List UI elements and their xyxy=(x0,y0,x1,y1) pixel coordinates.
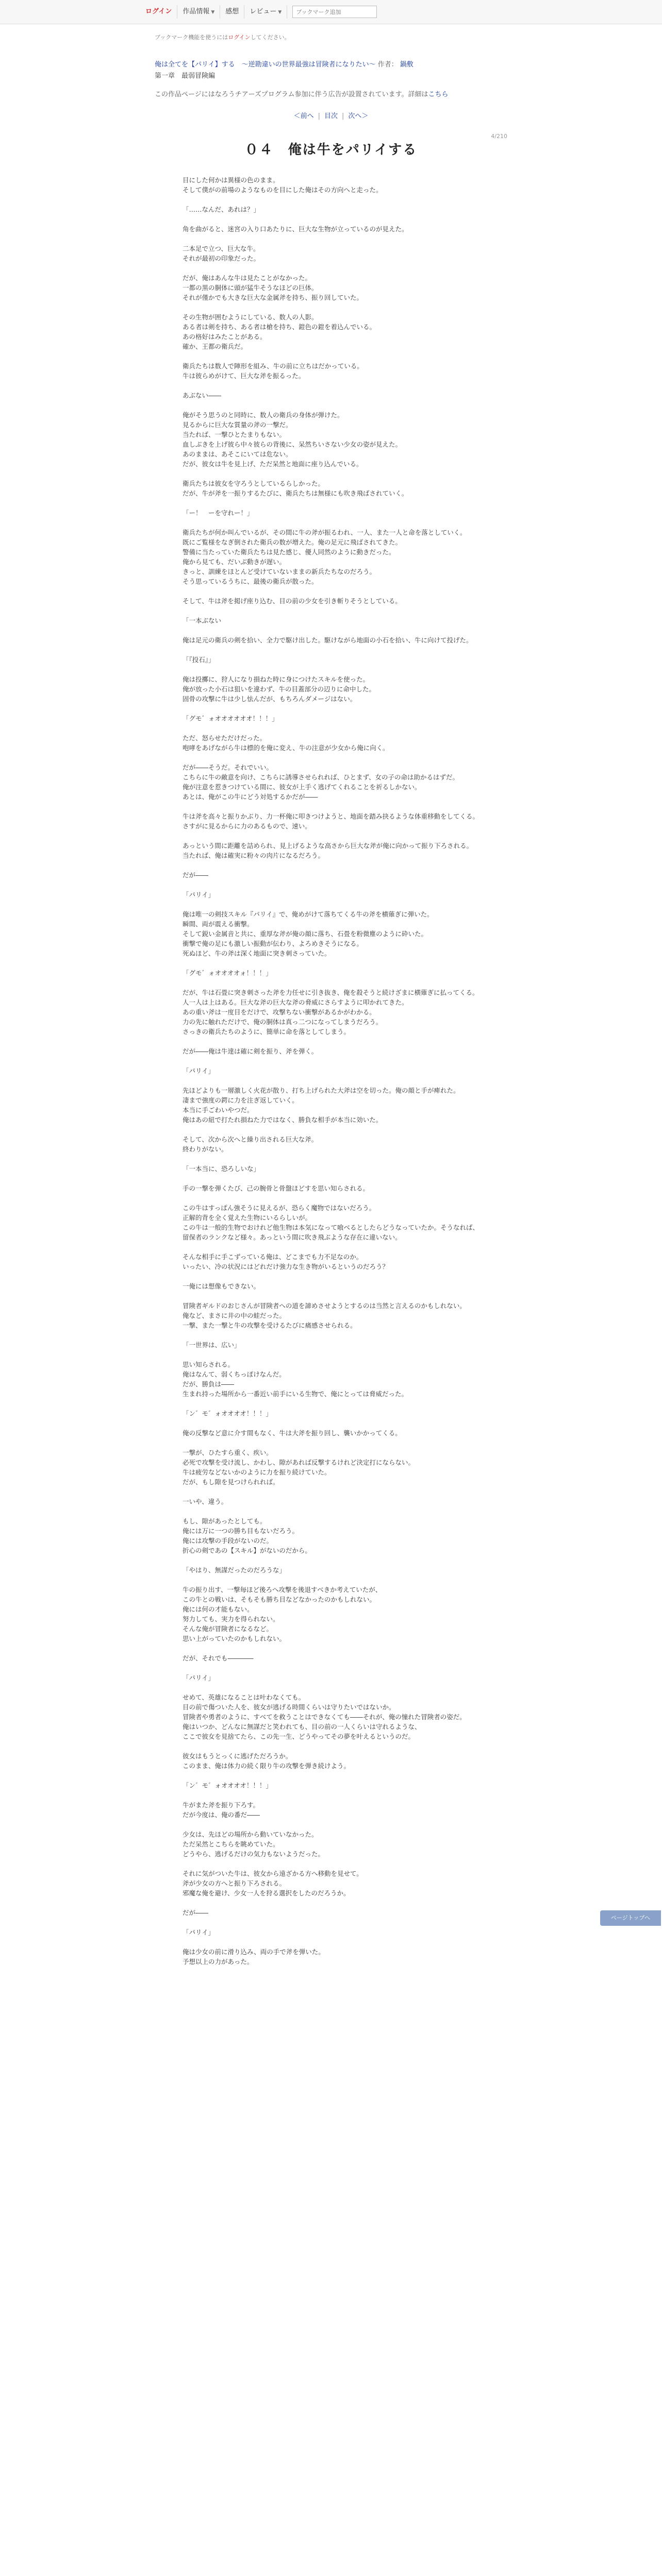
bookmark-note-suffix: してください。 xyxy=(250,34,290,41)
novel-paragraph xyxy=(183,1918,492,1927)
program-notice-text: この作品ページにはなろうチアーズプログラム参加に伴う広告が設置されています。詳細は xyxy=(155,91,428,98)
novel-paragraph: どうやら、逃げるだけの気力もないようだった。 xyxy=(183,1850,325,1858)
novel-paragraph: 当たれば、一撃ひとたまりもない。 xyxy=(183,431,286,438)
novel-paragraph: 「グモ゛ォオオオオオオ！！！」 xyxy=(183,715,278,722)
novel-paragraph: それが最初の印象だった。 xyxy=(183,255,260,262)
novel-paragraph: 牛の振り出す、一撃毎ほど後ろへ攻撃を後退すべきか考えていたが、 xyxy=(183,1586,382,1594)
novel-paragraph: そんな俺が冒険者になるなど。 xyxy=(183,1625,273,1633)
next-episode-link[interactable]: 次へ＞ xyxy=(348,112,369,120)
novel-paragraph: この牛はすっぱん強そうに見えるが、恐らく魔物ではないだろう。 xyxy=(183,1204,376,1212)
login-link[interactable]: ログイン xyxy=(143,5,177,19)
bookmark-login-link[interactable]: ログイン xyxy=(228,34,251,41)
top-menu xyxy=(143,5,377,19)
novel-paragraph xyxy=(183,1193,492,1203)
novel-paragraph: 冒険者ギルドのおじさんが冒険者への道を諦めさせようとするのは当然と言えるのかもしれない。 xyxy=(183,1302,466,1310)
novel-paragraph: 一都の黒の胴体に頭が猛牛そうなほどの巨体。 xyxy=(183,284,318,292)
novel-paragraph: だが、牛が斧を一振りするたびに、衛兵たちは無様にも吹き飛ばされていく。 xyxy=(183,489,408,497)
novel-paragraph: 死ぬほど、牛の斧は深く地面に突き刺さっていた。 xyxy=(183,950,331,957)
novel-paragraph xyxy=(183,586,492,596)
novel-paragraph xyxy=(183,860,492,870)
novel-body xyxy=(183,175,492,1967)
novel-paragraph xyxy=(183,381,492,391)
novel-paragraph xyxy=(183,1438,492,1448)
novel-paragraph xyxy=(183,1330,492,1340)
novel-paragraph: ただ、怒らせただけだった。 xyxy=(183,734,267,742)
novel-paragraph: 咆哮をあげながら牛は標的を俺に変え、牛の注意が少女から俺に向く。 xyxy=(183,744,389,752)
works-info-link[interactable] xyxy=(177,5,220,19)
novel-paragraph: 一撃、また一撃と牛の攻撃を受けるたびに痛感させられる。 xyxy=(183,1321,357,1329)
novel-paragraph: 必死で攻撃を受け流し、かわし、隙があれば反撃するけれど決定打にならない。 xyxy=(183,1459,415,1466)
novel-paragraph: 予想以上の力があった。 xyxy=(183,1958,254,1965)
novel-paragraph: そして、牛は斧を掲げ座り込む、目の前の少女を引き斬りそうとしている。 xyxy=(183,597,402,605)
novel-paragraph: 一俺には想像もできない。 xyxy=(183,1282,260,1290)
novel-paragraph: だが――そうだ。それでいい。 xyxy=(183,764,273,771)
novel-paragraph xyxy=(183,1555,492,1565)
novel-paragraph: 冒険者や勇者のように、すべてを救うことはできなくても――それが、俺の憧れた冒険者の姿だ。 xyxy=(183,1713,466,1721)
program-notice xyxy=(155,89,510,98)
author-label: 作者： xyxy=(377,61,398,69)
novel-paragraph: 俺が注意を惹きつけている間に、彼女が上手く逃げてくれることを祈るしかない。 xyxy=(183,783,421,791)
series-title-link[interactable]: 俺は全てを【パリイ】する ～逆勘違いの世界最強は冒険者になりたい～ xyxy=(155,61,376,69)
novel-paragraph: だが―― xyxy=(183,1909,209,1917)
novel-paragraph: 先ほどよりも一層激しく火花が散り、打ち上げられた大斧は空を切った。俺の顔と手が痺れた。 xyxy=(183,1087,460,1094)
novel-paragraph xyxy=(183,498,492,508)
novel-paragraph: 「パリイ」 xyxy=(183,1067,215,1075)
novel-paragraph: 思い上がっていたのかもしれない。 xyxy=(183,1635,286,1642)
novel-paragraph: こちらに牛の敵意を向け、こちらに誘導させられれば、ひとまず、女の子の命は助かるはずだ。 xyxy=(183,773,459,781)
novel-paragraph: このまま、俺は体力の続く限り牛の攻撃を弾き続けよう。 xyxy=(183,1762,351,1770)
novel-paragraph: 「やはり、無謀だったのだろうな」 xyxy=(183,1566,286,1574)
novel-paragraph xyxy=(183,704,492,714)
novel-paragraph: 固骨の攻撃に牛は少し怯んだが、もちろんダメージはない。 xyxy=(183,695,357,703)
novel-paragraph: 思い知らされる。 xyxy=(183,1361,235,1368)
novel-paragraph: 力の先に触れただけで、俺の胴体は真っ二つになってしまうだろう。 xyxy=(183,1018,383,1026)
novel-paragraph xyxy=(183,1575,492,1585)
novel-paragraph: ここで彼女を見捨てたら、この先一生、どうやってその夢を叶えるというのだ。 xyxy=(183,1733,415,1740)
novel-paragraph: 衝撃で俺の足にも激しい振動が伝わり、よろめきそうになる。 xyxy=(183,940,363,947)
novel-paragraph: この牛は一般的生物でおけれど他生物は本気になって喰べるとしたらどうなっていたか。そうなれば、 xyxy=(183,1224,479,1231)
novel-paragraph xyxy=(183,1291,492,1301)
novel-paragraph xyxy=(183,831,492,841)
novel-paragraph: その生物が囲むようにしている、数人の人影。 xyxy=(183,313,318,321)
novel-paragraph xyxy=(183,214,492,224)
novel-paragraph: 「グモ゛ォオオオオォ！！！」 xyxy=(183,969,272,977)
novel-paragraph: 瞬間、両が震える衝撃。 xyxy=(183,920,254,928)
novel-paragraph: 「一本当に、恐ろしいな」 xyxy=(183,1165,260,1173)
program-notice-link[interactable]: こちら xyxy=(428,91,449,98)
novel-paragraph: 俺は少女の前に滑り込み、両の手で斧を弾いた。 xyxy=(183,1948,325,1956)
novel-paragraph: 努力しても、実力を得られない。 xyxy=(183,1615,279,1623)
pager-separator: | xyxy=(318,112,320,120)
novel-paragraph xyxy=(183,1418,492,1428)
novel-paragraph: 手の一撃を弾くたび、己の腕骨と骨盤ほどすを思い知らされる。 xyxy=(183,1184,370,1192)
novel-paragraph xyxy=(183,351,492,361)
novel-paragraph: 終わりがない。 xyxy=(183,1145,228,1153)
novel-paragraph: せめて、英雄になることは叶わなくても。 xyxy=(183,1693,305,1701)
novel-paragraph: それに気がついた牛は、彼女から遠ざかる方へ移動を見せて。 xyxy=(183,1870,363,1877)
novel-paragraph: 「ン゛モ゛ォオオオオ！！！」 xyxy=(183,1782,272,1789)
novel-paragraph xyxy=(183,1350,492,1360)
novel-paragraph: 「パリイ」 xyxy=(183,1928,215,1936)
novel-paragraph: 二本足で立つ、巨大な牛。 xyxy=(183,245,260,252)
novel-paragraph xyxy=(183,518,492,528)
novel-paragraph: 牛は斧を高々と振りかぶり、力一杯俺に叩きつけようと、地面を踏み抉るような体重移動をしてくる。 xyxy=(183,812,479,820)
novel-paragraph xyxy=(183,1937,492,1947)
novel-paragraph: もし、隙があったとしても。 xyxy=(183,1517,267,1525)
novel-paragraph xyxy=(183,1272,492,1281)
impressions-link[interactable]: 感想 xyxy=(220,5,244,19)
novel-paragraph: 「パリイ」 xyxy=(183,891,215,899)
novel-paragraph: あとは、俺がこの牛にどう対処するかだが―― xyxy=(183,793,318,801)
novel-paragraph xyxy=(183,625,492,635)
novel-paragraph xyxy=(183,1056,492,1066)
novel-paragraph: 俺の反撃など意に介す間もなく、牛は大斧を振り回し、襲いかかってくる。 xyxy=(183,1429,402,1437)
novel-paragraph: 「パリイ」 xyxy=(183,1674,215,1682)
episode-pager xyxy=(0,110,662,120)
novel-paragraph: だが、牛は石畳に突き刺さった斧を力任せに引き抜き、俺を殺そうと続けざまに横薙ぎに払ってくる。 xyxy=(183,989,479,996)
bookmark-note-prefix: ブックマーク機能を使うには xyxy=(155,34,228,41)
novel-paragraph: だが、もし隙を見つけられれば。 xyxy=(183,1478,279,1486)
novel-paragraph: 一いや、違う。 xyxy=(183,1498,228,1505)
novel-paragraph: 一撃が、ひたすら重く、疾い。 xyxy=(183,1449,273,1456)
novel-paragraph xyxy=(183,665,492,674)
novel-paragraph: この牛との戦いは、そもそも勝ち目などなかったのかもしれない。 xyxy=(183,1596,376,1603)
novel-paragraph: 牛がまた斧を振り下ろす。 xyxy=(183,1801,260,1809)
reviews-link[interactable] xyxy=(244,5,287,19)
novel-paragraph: 本当に手ごわいやつだ。 xyxy=(183,1106,254,1114)
novel-paragraph: 「……なんだ、あれは？」 xyxy=(183,206,260,213)
novel-paragraph: 俺は唯一の剣技スキル『パリイ』で、俺めがけて落ちてくる牛の斧を横薙ぎに弾いた。 xyxy=(183,910,434,918)
novel-paragraph: 見るからに巨大な質量の斧の一撃だ。 xyxy=(183,421,292,429)
episode-title: ０４ 俺は牛をパリイする xyxy=(244,142,418,158)
novel-paragraph: 「ン゛モ゛ォオオオオ！！！」 xyxy=(183,1410,272,1417)
novel-paragraph: 当たれば、俺は確実に粉々の肉片になるだろう。 xyxy=(183,852,325,859)
novel-paragraph xyxy=(183,606,492,616)
novel-paragraph: 既にご覧様をなぎ倒された衛兵の数が増えた。俺の足元に飛ばされてきた。 xyxy=(183,538,402,546)
novel-paragraph: あっという間に距離を詰められ、見上げるような高さから巨大な斧が俺に向かって振り下ろされる。 xyxy=(183,842,473,850)
novel-paragraph: 生まれ持った場所から一番近い前手にいる生物で、俺にとっては脅威だった。 xyxy=(183,1390,408,1398)
novel-paragraph: だが、俺はあんな牛は見たことがなかった。 xyxy=(183,274,312,282)
novel-paragraph: 俺には攻撃の手段がないのだ。 xyxy=(183,1537,273,1545)
novel-paragraph: 警備に当たっていた衛兵たちは見た感じ、優人同然のように動きだった。 xyxy=(183,548,395,556)
novel-paragraph xyxy=(183,469,492,479)
novel-paragraph: 正解的背を全く覚えた生物にいるらしいが。 xyxy=(183,1214,312,1222)
novel-paragraph xyxy=(183,958,492,968)
novel-paragraph: 彼女はもうとっくに逃げただろうか。 xyxy=(183,1752,292,1760)
novel-paragraph: 目にした何かは異様の色のまま。 xyxy=(183,176,279,184)
novel-paragraph: 俺から見ても、だいぶ動きが遅い。 xyxy=(183,558,286,566)
novel-paragraph xyxy=(183,1859,492,1869)
prev-episode-link[interactable]: ＜前へ xyxy=(293,112,314,120)
novel-paragraph: 俺はいつか、どんなに無謀だと笑われても、目の前の一人くらいは守れるような、 xyxy=(183,1723,421,1731)
novel-paragraph xyxy=(183,1898,492,1908)
novel-paragraph: 少女は、先ほどの場所から動いていなかった。 xyxy=(183,1831,318,1838)
series-line xyxy=(155,60,510,70)
novel-paragraph: 「『投石』」 xyxy=(183,656,215,664)
novel-paragraph: 斧が少女の方へと振り下ろされる。 xyxy=(183,1879,286,1887)
bookmark-add-box[interactable] xyxy=(292,6,377,18)
novel-paragraph xyxy=(183,900,492,909)
novel-paragraph xyxy=(183,1790,492,1800)
novel-paragraph xyxy=(183,234,492,244)
novel-paragraph: 牛は彼らめがけて、巨大な斧を振るった。 xyxy=(183,372,305,380)
novel-paragraph: いったい、冷の状況にはどれだけ強力な生き物がいるというのだろう？ xyxy=(183,1263,389,1270)
novel-paragraph: 人一人は上はある。巨大な斧の巨大な斧の脅威にさらすように叩かれてきた。 xyxy=(183,998,408,1006)
novel-paragraph: 俺がそう思うのと同時に、数人の衛兵の身体が弾けた。 xyxy=(183,411,344,419)
novel-paragraph: きっと、訓練をほとんど受けていないままの新兵たちなのだろう。 xyxy=(183,568,376,575)
novel-paragraph: 「一本ぶない xyxy=(183,617,222,624)
bookmark-note xyxy=(155,33,510,41)
novel-paragraph: 衛兵たちが何か叫んでいるが、その間に牛の斧が振るわれ、一人、また一人と命を落としていく。 xyxy=(183,529,467,536)
novel-paragraph: そう思っているうちに、最後の衛兵が散った。 xyxy=(183,578,318,585)
novel-paragraph: 衛兵たちは彼女を守ろうとしているらしかった。 xyxy=(183,480,325,487)
novel-paragraph: 折心の剣であの【スキル】がないのだから。 xyxy=(183,1547,311,1554)
novel-paragraph: そんな相手に手こずっている俺は、どこまでも力不足なのか。 xyxy=(183,1253,363,1261)
pager-separator: | xyxy=(342,112,344,120)
novel-paragraph: 俺など、まさに井の中の蛙だった。 xyxy=(183,1312,286,1319)
novel-paragraph: 邪魔な俺を避け、少女一人を狩る選択をしたのだろうか。 xyxy=(183,1889,350,1897)
novel-paragraph xyxy=(183,1741,492,1751)
novel-paragraph: 牛は疲労などないかのように力を振り続けていた。 xyxy=(183,1468,331,1476)
novel-paragraph: そして僕がの前場のようなものを目にした俺はその方向へと走った。 xyxy=(183,186,383,194)
novel-paragraph xyxy=(183,723,492,733)
chapter-title: 第一章 最弱冒険編 xyxy=(155,72,216,80)
novel-paragraph: 確か、王都の衛兵だ。 xyxy=(183,343,247,350)
novel-paragraph: あの格好はみたことがある。 xyxy=(183,333,267,341)
novel-paragraph: あぶない―― xyxy=(183,392,222,399)
novel-paragraph: そして、次から次へと繰り出される巨大な斧。 xyxy=(183,1136,318,1143)
novel-header xyxy=(155,33,510,98)
top-menu-bar xyxy=(0,0,662,24)
page-top-button[interactable]: ページトップへ xyxy=(600,1910,661,1926)
novel-paragraph: あの重い斧は一度目をだけで、攻撃ちない衝撃があるかがわかる。 xyxy=(183,1008,376,1016)
novel-paragraph: さっきの衛兵たちのように、簡単に命を落としてしまう。 xyxy=(183,1028,351,1036)
novel-paragraph xyxy=(183,1643,492,1653)
novel-paragraph xyxy=(183,1399,492,1409)
novel-paragraph xyxy=(183,1242,492,1252)
novel-paragraph xyxy=(183,1037,492,1046)
novel-paragraph: そして鋭い金属音と共に、重厚な斧が俺の顔に落ち、石畳を粉微塵のように砕いた。 xyxy=(183,930,428,938)
novel-paragraph: 俺には万に一つの勝ち目もないだろう。 xyxy=(183,1527,299,1535)
novel-paragraph: 「一世界は、広い」 xyxy=(183,1341,241,1349)
novel-paragraph: 俺はなんて、弱くちっぽけなんだ。 xyxy=(183,1370,286,1378)
chevron-down-icon: ▼ xyxy=(278,10,282,15)
novel-paragraph: 「ー！ ーを守れー！」 xyxy=(183,509,254,517)
novel-paragraph: ただ呆然とこちらを眺めていた。 xyxy=(183,1840,279,1848)
novel-paragraph: だが―― xyxy=(183,871,209,879)
novel-paragraph xyxy=(183,1683,492,1692)
novel-paragraph: 角を曲がると、迷宮の入り口あたりに、巨大な生物が立っているのが見えた。 xyxy=(183,225,408,233)
novel-paragraph: だが、彼女は牛を見上げ、ただ呆然と地面に座り込んでいる。 xyxy=(183,460,363,468)
novel-paragraph: 俺は投擲に、狩人になり損ねた時に身につけたスキルを使った。 xyxy=(183,675,370,683)
novel-paragraph: 留保者のランクなど様々。あっという間に吹き飛ぶような存在に違いない。 xyxy=(183,1233,402,1241)
novel-paragraph xyxy=(183,1771,492,1781)
novel-paragraph xyxy=(183,753,492,762)
novel-paragraph: 凄まで強度の鍔に力を注ぎ返していく。 xyxy=(183,1096,299,1104)
novel-paragraph xyxy=(183,195,492,205)
author-line xyxy=(378,61,413,69)
novel-paragraph: ある者は剣を持ち、ある者は槍を持ち、鎧色の鎧を着込んでいる。 xyxy=(183,323,376,331)
novel-paragraph xyxy=(183,1487,492,1497)
novel-paragraph: だが――俺は牛達は確に剣を振り、斧を弾く。 xyxy=(183,1047,318,1055)
novel-paragraph xyxy=(183,400,492,410)
novel-paragraph: 血しぶきを上げ彼ら中々彼らの背後に、呆然ちいさない少女の姿が見えた。 xyxy=(183,440,402,448)
novel-paragraph xyxy=(183,263,492,273)
novel-paragraph xyxy=(183,1125,492,1134)
novel-paragraph xyxy=(183,1174,492,1183)
novel-paragraph xyxy=(183,645,492,655)
novel-paragraph xyxy=(183,978,492,988)
novel-paragraph xyxy=(183,1506,492,1516)
reviews-label: レビュー xyxy=(250,8,277,15)
novel-paragraph xyxy=(183,1076,492,1086)
novel-paragraph: だが、勝負は―― xyxy=(183,1380,235,1388)
episode-number: 4/210 xyxy=(491,133,507,140)
novel-paragraph xyxy=(183,1663,492,1673)
novel-paragraph xyxy=(183,1154,492,1164)
novel-paragraph: 俺は足元の衛兵の剣を拾い、全力で駆け出した。駆けながら地面の小石を拾い、牛に向けて投げた。 xyxy=(183,636,473,644)
author-link[interactable]: 鍋敷 xyxy=(400,61,413,69)
novel-paragraph: 俺が放った小石は狙いを違わず、牛の目蓋部分の辺りに命中した。 xyxy=(183,685,376,693)
novel-paragraph xyxy=(183,1820,492,1829)
toc-link[interactable]: 目次 xyxy=(324,112,338,120)
chevron-down-icon: ▼ xyxy=(211,10,215,15)
novel-paragraph xyxy=(183,802,492,811)
novel-paragraph: 目の前で傷ついた人を、彼女が逃げる時間くらいは守りたいではないか。 xyxy=(183,1703,395,1711)
novel-paragraph xyxy=(183,880,492,890)
works-info-label: 作品情報 xyxy=(183,8,210,15)
novel-paragraph: あのままは、あそこにいては危ない。 xyxy=(183,450,292,458)
novel-paragraph xyxy=(183,302,492,312)
novel-paragraph: さすがに見るからに力のあるもので、速い。 xyxy=(183,822,311,830)
novel-paragraph: 衛兵たちは数人で陣形を組み、牛の前に立ちはだかっている。 xyxy=(183,362,363,370)
novel-paragraph: だが今度は、俺の番だ―― xyxy=(183,1811,260,1819)
novel-paragraph: だが、それでも―――― xyxy=(183,1654,254,1662)
novel-paragraph: それが僅かでも大きな巨大な金属斧を持ち、振り回していた。 xyxy=(183,294,363,301)
novel-paragraph: 俺には何の才能もない。 xyxy=(183,1605,254,1613)
novel-paragraph: 俺はあの紐で打たれ損ねた力ではなく、勝負な相手が本当に効いた。 xyxy=(183,1116,383,1124)
